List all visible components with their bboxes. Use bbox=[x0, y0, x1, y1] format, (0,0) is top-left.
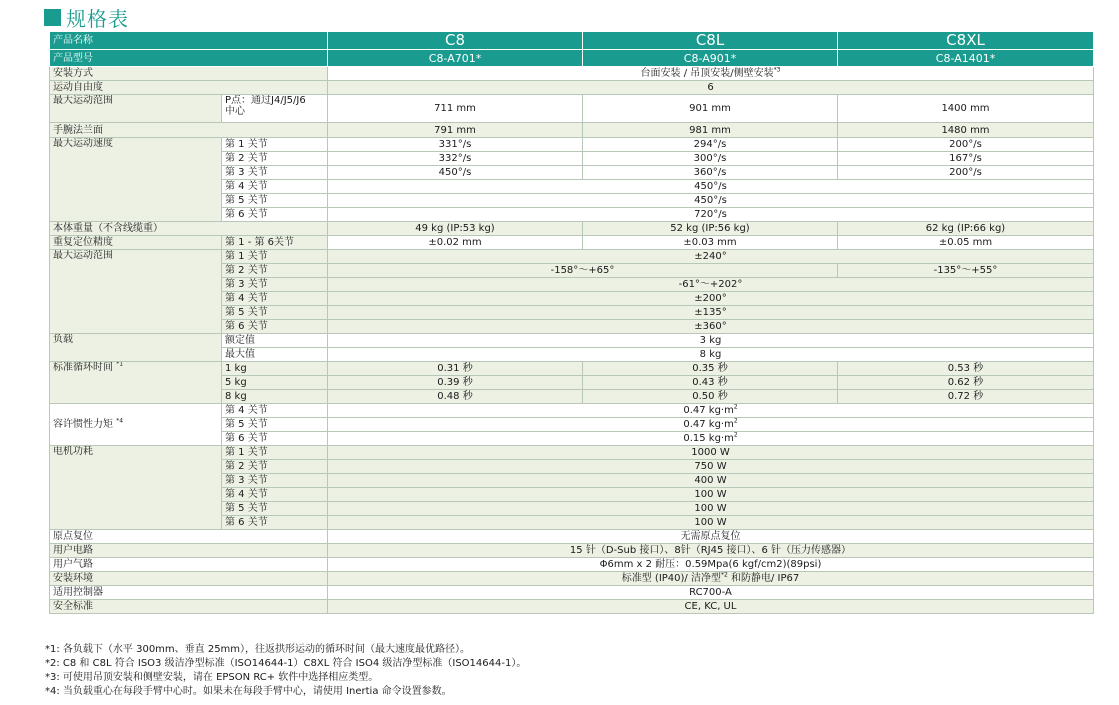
table-row bbox=[50, 138, 1094, 152]
header-row-model bbox=[50, 50, 1094, 67]
value-speed-j6: 720°/s bbox=[328, 208, 1094, 222]
value-range-j1: ±240° bbox=[328, 250, 1094, 264]
value-motor-j3: 400 W bbox=[328, 474, 1094, 488]
model-name-c8: C8 bbox=[328, 32, 583, 50]
joint-label: 第 4 关节 bbox=[222, 488, 328, 502]
value-range-j2-c8xl: -135°～+55° bbox=[838, 264, 1094, 278]
joint-label: 第 6 关节 bbox=[222, 320, 328, 334]
value-inertia-j5: 0.47 $kg\cdot m^2$ bbox=[328, 418, 1094, 432]
value-motor-j2: 750 W bbox=[328, 460, 1094, 474]
header-name-label: 产品名称 bbox=[50, 32, 328, 50]
title-square-icon bbox=[44, 9, 61, 26]
value-speed-j1-c8xl: 200°/s bbox=[838, 138, 1094, 152]
spec-table bbox=[49, 31, 1094, 614]
row-sublabel-5kg: 5 kg bbox=[222, 376, 328, 390]
joint-label: 第 4 关节 bbox=[222, 180, 328, 194]
value-speed-j5: 450°/s bbox=[328, 194, 1094, 208]
value-cycle-5kg-c8l: 0.43 秒 bbox=[583, 376, 838, 390]
row-label-circuit: 用户电路 bbox=[50, 544, 328, 558]
value-reach-c8: 711 mm bbox=[328, 95, 583, 123]
value-inertia-j4: 0.47 $kg\cdot m^2$ bbox=[328, 404, 1094, 418]
value-install: 台面安装 / 吊顶安装/侧壁安装$^{*3}$ bbox=[328, 67, 1094, 81]
row-sublabel-repeat: 第 1 - 第 6关节 bbox=[222, 236, 328, 250]
value-speed-j3-c8l: 360°/s bbox=[583, 166, 838, 180]
value-speed-j4: 450°/s bbox=[328, 180, 1094, 194]
row-sublabel-8kg: 8 kg bbox=[222, 390, 328, 404]
value-cycle-5kg-c8: 0.39 秒 bbox=[328, 376, 583, 390]
joint-label: 第 4 关节 bbox=[222, 404, 328, 418]
value-cycle-5kg-c8xl: 0.62 秒 bbox=[838, 376, 1094, 390]
row-label-repeat: 重复定位精度 bbox=[50, 236, 222, 250]
value-weight-c8: 49 kg (IP:53 kg) bbox=[328, 222, 583, 236]
value-range-j2-c8-c8l: -158°～+65° bbox=[328, 264, 838, 278]
value-env: 标准型 (IP40)/ 洁净型$^{*2}$ 和防静电/ IP67 bbox=[328, 572, 1094, 586]
value-speed-j2-c8l: 300°/s bbox=[583, 152, 838, 166]
value-cycle-8kg-c8l: 0.50 秒 bbox=[583, 390, 838, 404]
value-speed-j3-c8: 450°/s bbox=[328, 166, 583, 180]
value-safety: CE, KC, UL bbox=[328, 600, 1094, 614]
table-row bbox=[50, 123, 1094, 138]
value-cycle-1kg-c8l: 0.35 秒 bbox=[583, 362, 838, 376]
value-range-j5: ±135° bbox=[328, 306, 1094, 320]
value-cycle-1kg-c8: 0.31 秒 bbox=[328, 362, 583, 376]
table-row bbox=[50, 544, 1094, 558]
value-cycle-1kg-c8xl: 0.53 秒 bbox=[838, 362, 1094, 376]
page-title bbox=[44, 4, 129, 30]
value-speed-j3-c8xl: 200°/s bbox=[838, 166, 1094, 180]
row-label-flange: 手腕法兰面 bbox=[50, 123, 328, 138]
table-row bbox=[50, 81, 1094, 95]
value-repeat-c8xl: ±0.05 mm bbox=[838, 236, 1094, 250]
joint-label: 第 3 关节 bbox=[222, 278, 328, 292]
value-speed-j2-c8xl: 167°/s bbox=[838, 152, 1094, 166]
model-number-c8: C8-A701* bbox=[328, 50, 583, 67]
row-sublabel-rated: 额定值 bbox=[222, 334, 328, 348]
joint-label: 第 3 关节 bbox=[222, 166, 328, 180]
value-cycle-8kg-c8xl: 0.72 秒 bbox=[838, 390, 1094, 404]
row-label-reach: 最大运动范围 bbox=[50, 95, 222, 123]
value-speed-j1-c8: 331°/s bbox=[328, 138, 583, 152]
value-max: 8 kg bbox=[328, 348, 1094, 362]
model-number-c8xl: C8-A1401* bbox=[838, 50, 1094, 67]
model-name-c8l: C8L bbox=[583, 32, 838, 50]
row-label-origin: 原点复位 bbox=[50, 530, 328, 544]
row-label-dof: 运动自由度 bbox=[50, 81, 328, 95]
value-weight-c8l: 52 kg (IP:56 kg) bbox=[583, 222, 838, 236]
value-repeat-c8l: ±0.03 mm bbox=[583, 236, 838, 250]
joint-label: 第 5 关节 bbox=[222, 306, 328, 320]
joint-label: 第 1 关节 bbox=[222, 138, 328, 152]
value-repeat-c8: ±0.02 mm bbox=[328, 236, 583, 250]
value-dof: 6 bbox=[328, 81, 1094, 95]
row-label-install: 安装方式 bbox=[50, 67, 328, 81]
value-origin: 无需原点复位 bbox=[328, 530, 1094, 544]
joint-label: 第 2 关节 bbox=[222, 152, 328, 166]
footnote: *3: 可使用吊顶安装和侧壁安装，请在 EPSON RC+ 软件中选择相应类型。 bbox=[45, 672, 379, 683]
joint-label: 第 5 关节 bbox=[222, 194, 328, 208]
header-row-name bbox=[50, 32, 1094, 50]
joint-label: 第 3 关节 bbox=[222, 474, 328, 488]
footnote: *1: 各负载下（水平 300mm、垂直 25mm），往返拱形运动的循环时间（最大速度最优路径）。 bbox=[45, 644, 471, 655]
table-row bbox=[50, 586, 1094, 600]
row-label-safety: 安全标准 bbox=[50, 600, 328, 614]
table-row bbox=[50, 250, 1094, 264]
value-range-j6: ±360° bbox=[328, 320, 1094, 334]
table-row bbox=[50, 362, 1094, 376]
joint-label: 第 2 关节 bbox=[222, 264, 328, 278]
joint-label: 第 5 关节 bbox=[222, 418, 328, 432]
table-row bbox=[50, 334, 1094, 348]
value-range-j4: ±200° bbox=[328, 292, 1094, 306]
row-label-weight: 本体重量（不含线缆重） bbox=[50, 222, 328, 236]
table-row bbox=[50, 530, 1094, 544]
joint-label: 第 6 关节 bbox=[222, 432, 328, 446]
value-motor-j4: 100 W bbox=[328, 488, 1094, 502]
joint-label: 第 6 关节 bbox=[222, 516, 328, 530]
joint-label: 第 1 关节 bbox=[222, 250, 328, 264]
header-model-label: 产品型号 bbox=[50, 50, 328, 67]
joint-label: 第 6 关节 bbox=[222, 208, 328, 222]
table-row bbox=[50, 600, 1094, 614]
row-label-env: 安装环境 bbox=[50, 572, 328, 586]
value-circuit: 15 针（D-Sub 接口）、8针（RJ45 接口）、6 针（压力传感器） bbox=[328, 544, 1094, 558]
row-sublabel-max: 最大值 bbox=[222, 348, 328, 362]
table-row bbox=[50, 67, 1094, 81]
joint-label: 第 5 关节 bbox=[222, 502, 328, 516]
model-number-c8l: C8-A901* bbox=[583, 50, 838, 67]
joint-label: 第 4 关节 bbox=[222, 292, 328, 306]
value-reach-c8l: 901 mm bbox=[583, 95, 838, 123]
row-label-speed: 最大运动速度 bbox=[50, 138, 222, 222]
row-label-payload: 负载 bbox=[50, 334, 222, 362]
value-controller: RC700-A bbox=[328, 586, 1094, 600]
value-air: Φ6mm x 2 耐压：0.59Mpa(6 kgf/cm2)(89psi) bbox=[328, 558, 1094, 572]
row-label-air: 用户气路 bbox=[50, 558, 328, 572]
footnotes bbox=[45, 643, 526, 699]
table-row bbox=[50, 95, 1094, 123]
value-flange-c8: 791 mm bbox=[328, 123, 583, 138]
row-label-controller: 适用控制器 bbox=[50, 586, 328, 600]
value-motor-j1: 1000 W bbox=[328, 446, 1094, 460]
row-label-cycle: 标准循环时间 $^{*1}$ bbox=[50, 362, 222, 404]
row-sublabel-1kg: 1 kg bbox=[222, 362, 328, 376]
table-row bbox=[50, 572, 1094, 586]
value-flange-c8l: 981 mm bbox=[583, 123, 838, 138]
value-range-j3: -61°～+202° bbox=[328, 278, 1094, 292]
joint-label: 第 2 关节 bbox=[222, 460, 328, 474]
value-motor-j5: 100 W bbox=[328, 502, 1094, 516]
value-flange-c8xl: 1480 mm bbox=[838, 123, 1094, 138]
value-motor-j6: 100 W bbox=[328, 516, 1094, 530]
value-cycle-8kg-c8: 0.48 秒 bbox=[328, 390, 583, 404]
row-sublabel-reach: P点：通过J4/J5/J6 中心 bbox=[222, 95, 328, 123]
value-reach-c8xl: 1400 mm bbox=[838, 95, 1094, 123]
table-row bbox=[50, 446, 1094, 460]
table-row bbox=[50, 558, 1094, 572]
table-row bbox=[50, 236, 1094, 250]
value-rated: 3 kg bbox=[328, 334, 1094, 348]
value-weight-c8xl: 62 kg (IP:66 kg) bbox=[838, 222, 1094, 236]
row-label-range: 最大运动范围 bbox=[50, 250, 222, 334]
row-label-motor: 电机功耗 bbox=[50, 446, 222, 530]
model-name-c8xl: C8XL bbox=[838, 32, 1094, 50]
table-row bbox=[50, 404, 1094, 418]
value-inertia-j6: 0.15 $kg\cdot m^2$ bbox=[328, 432, 1094, 446]
footnote: *4: 当负载重心在每段手臂中心时。如果未在每段手臂中心，请使用 Inertia 命令设置参数。 bbox=[45, 686, 452, 697]
value-speed-j2-c8: 332°/s bbox=[328, 152, 583, 166]
table-row bbox=[50, 222, 1094, 236]
title-text: 规格表 bbox=[66, 6, 129, 31]
row-label-inertia: 容许惯性力矩 $^{*4}$ bbox=[50, 404, 222, 446]
footnote: *2: C8 和 C8L 符合 ISO3 级洁净型标准（ISO14644-1）C8XL 符合 ISO4 级洁净型标准（ISO14644-1）。 bbox=[45, 658, 527, 669]
value-speed-j1-c8l: 294°/s bbox=[583, 138, 838, 152]
joint-label: 第 1 关节 bbox=[222, 446, 328, 460]
